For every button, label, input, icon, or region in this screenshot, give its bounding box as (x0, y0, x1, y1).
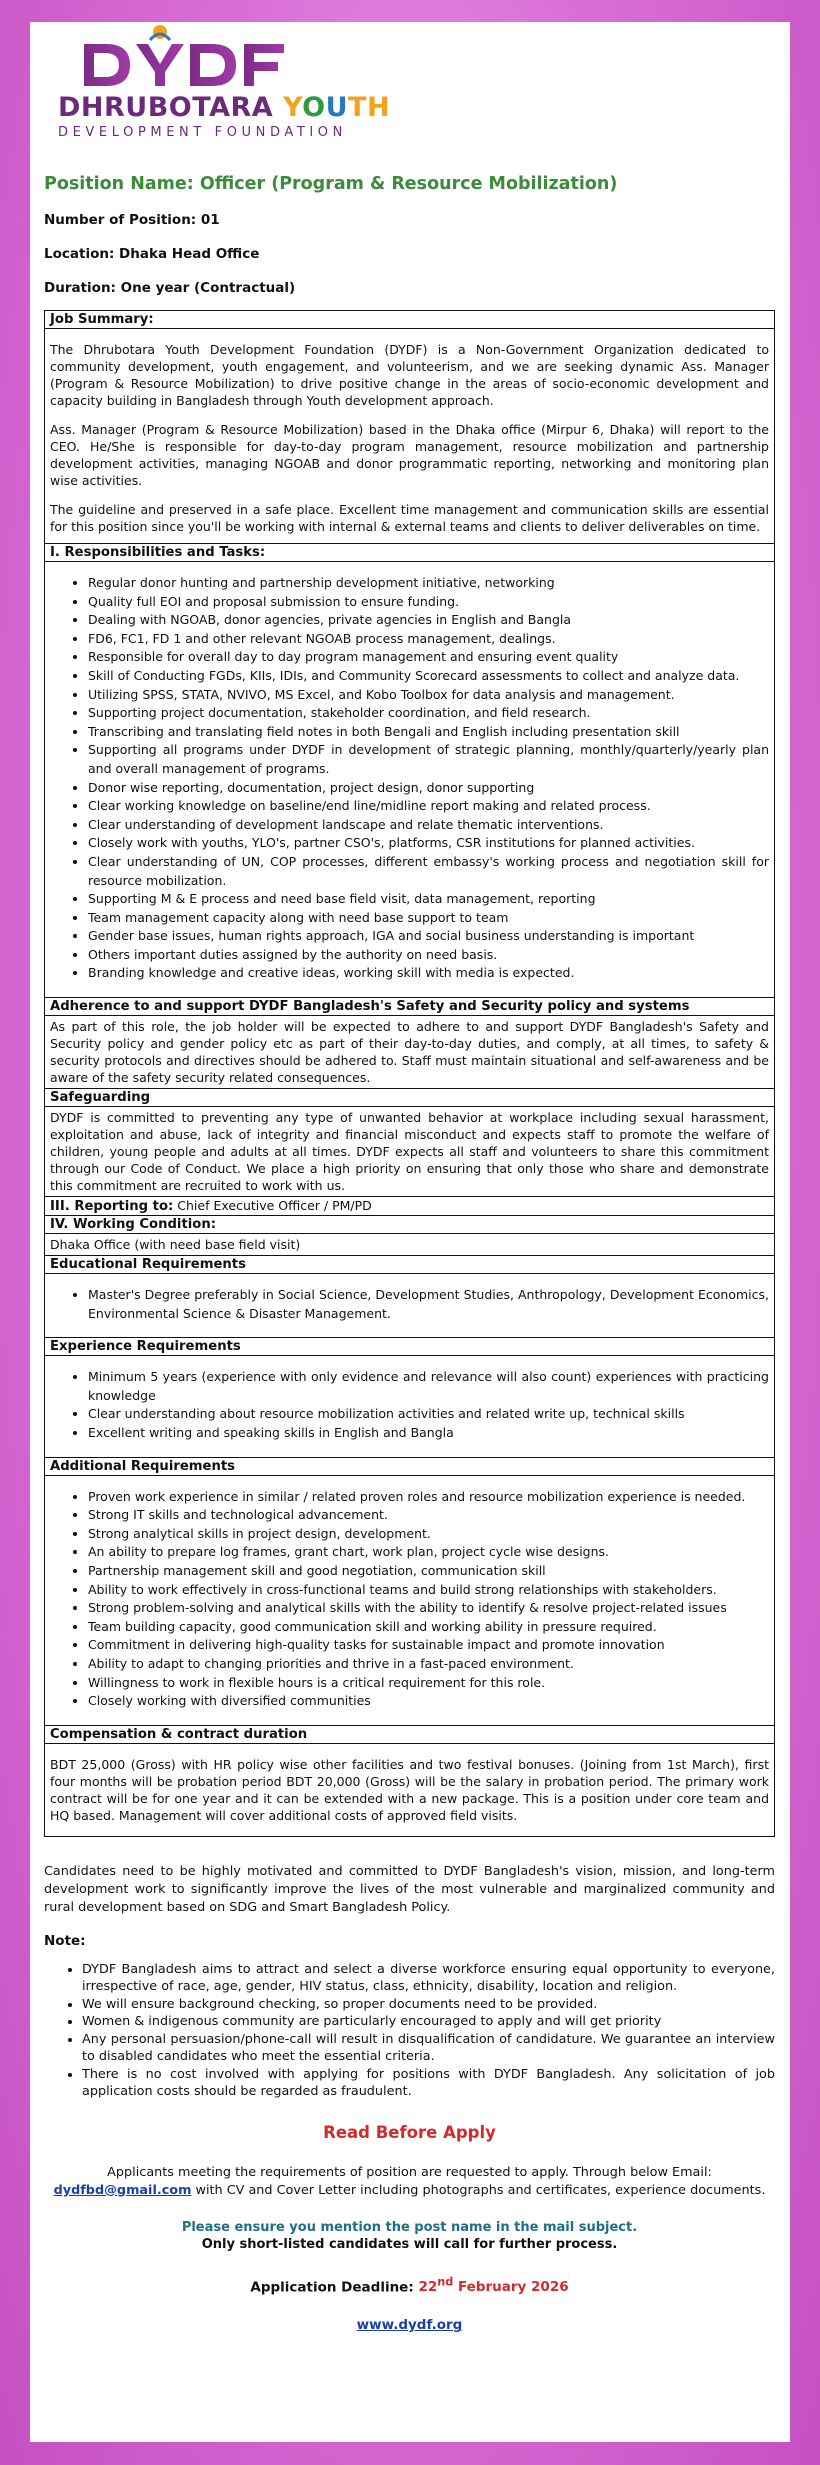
experience-body (45, 1356, 774, 1456)
read-before-apply-heading: Read Before Apply (323, 2122, 496, 2142)
list-item: • Skill of Conducting FGDs, KIIs, IDIs, and Community Scorecard assessments to collect and analyze data. (88, 667, 769, 686)
list-item: • Clear working knowledge on baseline/end line/midline report making and related process. (88, 797, 769, 816)
list-item: • Transcribing and translating field notes in both Bengali and English including presentation skill (88, 723, 769, 742)
list-item: • Quality full EOI and proposal submission to ensure funding. (88, 593, 769, 612)
list-item: • Closely working with diversified communities (88, 1692, 769, 1711)
job-details-table (44, 310, 775, 1837)
list-item: • Branding knowledge and creative ideas, working skill with media is expected. (88, 964, 769, 983)
list-item: • Strong IT skills and technological advancement. (88, 1506, 769, 1525)
apply-instructions (44, 2164, 775, 2200)
education-body (45, 1274, 774, 1337)
compensation-text: BDT 25,000 (Gross) with HR policy wise other facilities and two festival bonuses. (Joining from 1st March), first four months will be probation period BDT 20,000 (Gross) will be the salary in probation period. The primary work contract will be for one year and it can be extended with a new package. This is a position under core team and HQ based. Management will cover additional costs of approved field visits. (50, 1756, 769, 1823)
position-number: Number of Position: 01 (44, 212, 220, 228)
additional-heading: Additional Requirements (45, 1457, 774, 1476)
candidates-paragraph: Candidates need to be highly motivated and committed to DYDF Bangladesh's vision, mission, and long-term development work to significantly improve the lives of the most vulnerable and marginalized community and rural development based on SDG and Smart Bangladesh Policy. (44, 1863, 775, 1915)
dydf-logo-mark (78, 22, 318, 94)
list-item: • Team building capacity, good communication skill and working ability in pressure required. (88, 1618, 769, 1637)
website-link[interactable]: www.dydf.org (356, 2317, 463, 2334)
list-item: • We will ensure background checking, so proper documents need to be provided. (82, 1996, 775, 2014)
list-item: • Closely work with youths, YLO's, partner CSO's, platforms, CSR institutions for planned activities. (88, 834, 769, 853)
apply-line-1: Applicants meeting the requirements of position are requested to apply. Through below Email: (107, 2164, 712, 2180)
position-duration: Duration: One year (Contractual) (44, 280, 296, 296)
list-item: • Supporting all programs under DYDF in development of strategic planning, monthly/quarterly/yearly plan and overall management of programs. (88, 741, 769, 778)
list-item: • Strong analytical skills in project design, development. (88, 1525, 769, 1544)
safety-text: As part of this role, the job holder will be expected to adhere to and support DYDF Bangladesh's Safety and Security policy and gender policy etc as part of their day-to-day duties, and comply, at all times, to safety & security protocols and directives should be adhered to. Staff must maintain situational and self-awareness and be aware of the safety security related consequences. (50, 1019, 769, 1086)
list-item: • There is no cost involved with applying for positions with DYDF Bangladesh. Any solicitation of job application costs should be regarded as fraudulent. (82, 2066, 775, 2101)
working-condition-text: Dhaka Office (with need base field visit) (50, 1237, 301, 1253)
reporting-row (45, 1196, 774, 1215)
list-item: • An ability to prepare log frames, grant chart, work plan, project cycle wise designs. (88, 1543, 769, 1562)
application-deadline (44, 2276, 775, 2296)
apply-email-link[interactable]: dydfbd@gmail.com (53, 2182, 192, 2198)
note-list (44, 1961, 775, 2101)
experience-list (50, 1368, 769, 1442)
list-item: • Women & indigenous community are particularly encouraged to apply and will get priority (82, 2013, 775, 2031)
list-item: • Donor wise reporting, documentation, project design, donor supporting (88, 779, 769, 798)
shortlist-notice: Only short-listed candidates will call for further process. (201, 2236, 618, 2252)
list-item: • Ability to work effectively in cross-functional teams and build strong relationships with stakeholders. (88, 1581, 769, 1600)
list-item: • Strong problem-solving and analytical skills with the ability to identify & resolve project-related issues (88, 1599, 769, 1618)
job-summary-paragraph: The Dhrubotara Youth Development Foundation (DYDF) is a Non-Government Organization dedicated to community development, youth engagement, and volunteerism, and we are seeking dynamic Ass. Manager (Program & Resource Mobilization) to drive positive change in the areas of socio-economic development and capacity building in Bangladesh through Youth development approach. (50, 342, 769, 408)
safeguarding-heading: Safeguarding (45, 1088, 774, 1107)
additional-body (45, 1476, 774, 1725)
working-condition-heading: IV. Working Condition: (45, 1215, 774, 1234)
job-summary-paragraph: Ass. Manager (Program & Resource Mobilization) based in the Dhaka office (Mirpur 6, Dhaka) will report to the CEO. He/She is responsible for day-to-day program management, resource mobilization and partnership development activities, managing NGOAB and donor programmatic reporting, networking and monitoring plan wise activities. (50, 422, 769, 488)
safeguarding-text: DYDF is committed to preventing any type of unwanted behavior at workplace including sexual harassment, exploitation and abuse, lack of integrity and financial misconduct and expects staff to promote the welfare of children, young people and adults at all times. DYDF expects all staff and volunteers to share this commitment through our Code of Conduct. We place a high priority on ensuring that only those who share and demonstrate this commitment are recruited to work with us. (50, 1110, 769, 1194)
list-item: • Ability to adapt to changing priorities and thrive in a fast-paced environment. (88, 1655, 769, 1674)
list-item: • Proven work experience in similar / related proven roles and resource mobilization experience is needed. (88, 1488, 769, 1507)
list-item: • Clear understanding about resource mobilization activities and related write up, technical skills (88, 1405, 769, 1424)
job-summary-paragraph: The guideline and preserved in a safe place. Excellent time management and communication skills are essential for this position since you'll be working with internal & external teams and clients to deliver deliverables on time. (50, 502, 769, 534)
reporting-label: III. Reporting to: (50, 1199, 174, 1215)
list-item: • Willingness to work in flexible hours is a critical requirement for this role. (88, 1674, 769, 1693)
responsibilities-heading: I. Responsibilities and Tasks: (45, 543, 774, 562)
safety-body (45, 1016, 774, 1088)
list-item: • Supporting project documentation, stakeholder coordination, and field research. (88, 704, 769, 723)
apply-line-2: with CV and Cover Letter including photographs and certificates, experience documents. (191, 2182, 766, 2198)
job-summary-heading: Job Summary: (45, 311, 774, 329)
logo-organization-name: DHRUBOTARA YOUTH (58, 92, 391, 123)
education-heading: Educational Requirements (45, 1255, 774, 1274)
job-summary-body (45, 329, 774, 543)
list-item: • Responsible for overall day to day program management and ensuring event quality (88, 648, 769, 667)
list-item: • Gender base issues, human rights approach, IGA and social business understanding is important (88, 927, 769, 946)
responsibilities-body (45, 562, 774, 997)
list-item: • Partnership management skill and good negotiation, communication skill (88, 1562, 769, 1581)
position-title: Position Name: Officer (Program & Resource Mobilization) (44, 174, 618, 194)
compensation-heading: Compensation & contract duration (45, 1725, 774, 1744)
note-heading: Note: (44, 1932, 86, 1949)
list-item: • Supporting M & E process and need base field visit, data management, reporting (88, 890, 769, 909)
experience-heading: Experience Requirements (45, 1337, 774, 1356)
mail-subject-notice: Please ensure you mention the post name in the mail subject. (181, 2219, 638, 2235)
job-circular-page (30, 22, 790, 2442)
responsibilities-list (50, 574, 769, 983)
dydf-logo (44, 22, 776, 150)
safeguarding-body (45, 1107, 774, 1196)
list-item: • Master's Degree preferably in Social Science, Development Studies, Anthropology, Development Economics, Environmental Science & Disaster Management. (88, 1286, 769, 1323)
list-item: • Any personal persuasion/phone-call will result in disqualification of candidature. We guarantee an interview to disabled candidates who meet the essential criteria. (82, 2031, 775, 2066)
additional-list (50, 1488, 769, 1711)
list-item: • Clear understanding of UN, COP processes, different embassy's working process and negotiation skill for resource mobilization. (88, 853, 769, 890)
safety-heading: Adherence to and support DYDF Bangladesh's Safety and Security policy and systems (45, 997, 774, 1016)
list-item: • Commitment in delivering high-quality tasks for sustainable impact and promote innovation (88, 1636, 769, 1655)
logo-subtitle: DEVELOPMENT FOUNDATION (58, 125, 347, 140)
compensation-body (45, 1744, 774, 1836)
list-item: • Minimum 5 years (experience with only evidence and relevance will also count) experiences with practicing knowledge (88, 1368, 769, 1405)
list-item: • Excellent writing and speaking skills in English and Bangla (88, 1424, 769, 1443)
list-item: • Team management capacity along with need base support to team (88, 909, 769, 928)
list-item: • Others important duties assigned by the authority on need basis. (88, 946, 769, 965)
list-item: • Utilizing SPSS, STATA, NVIVO, MS Excel, and Kobo Toolbox for data analysis and management. (88, 686, 769, 705)
deadline-date: 22nd February 2026 (418, 2275, 569, 2296)
list-item: • Dealing with NGOAB, donor agencies, private agencies in English and Bangla (88, 611, 769, 630)
education-list (50, 1286, 769, 1323)
list-item: • DYDF Bangladesh aims to attract and select a diverse workforce ensuring equal opportunity to everyone, irrespective of race, age, gender, HIV status, class, ethnicity, disability, location and religion. (82, 1961, 775, 1996)
deadline-label: Application Deadline: (250, 2279, 419, 2296)
list-item: • Clear understanding of development landscape and relate thematic interventions. (88, 816, 769, 835)
website-row (44, 2317, 775, 2333)
position-location: Location: Dhaka Head Office (44, 246, 260, 262)
working-condition-body (45, 1234, 774, 1255)
list-item: • FD6, FC1, FD 1 and other relevant NGOAB process management, dealings. (88, 630, 769, 649)
list-item: • Regular donor hunting and partnership development initiative, networking (88, 574, 769, 593)
reporting-value: Chief Executive Officer / PM/PD (173, 1198, 372, 1214)
